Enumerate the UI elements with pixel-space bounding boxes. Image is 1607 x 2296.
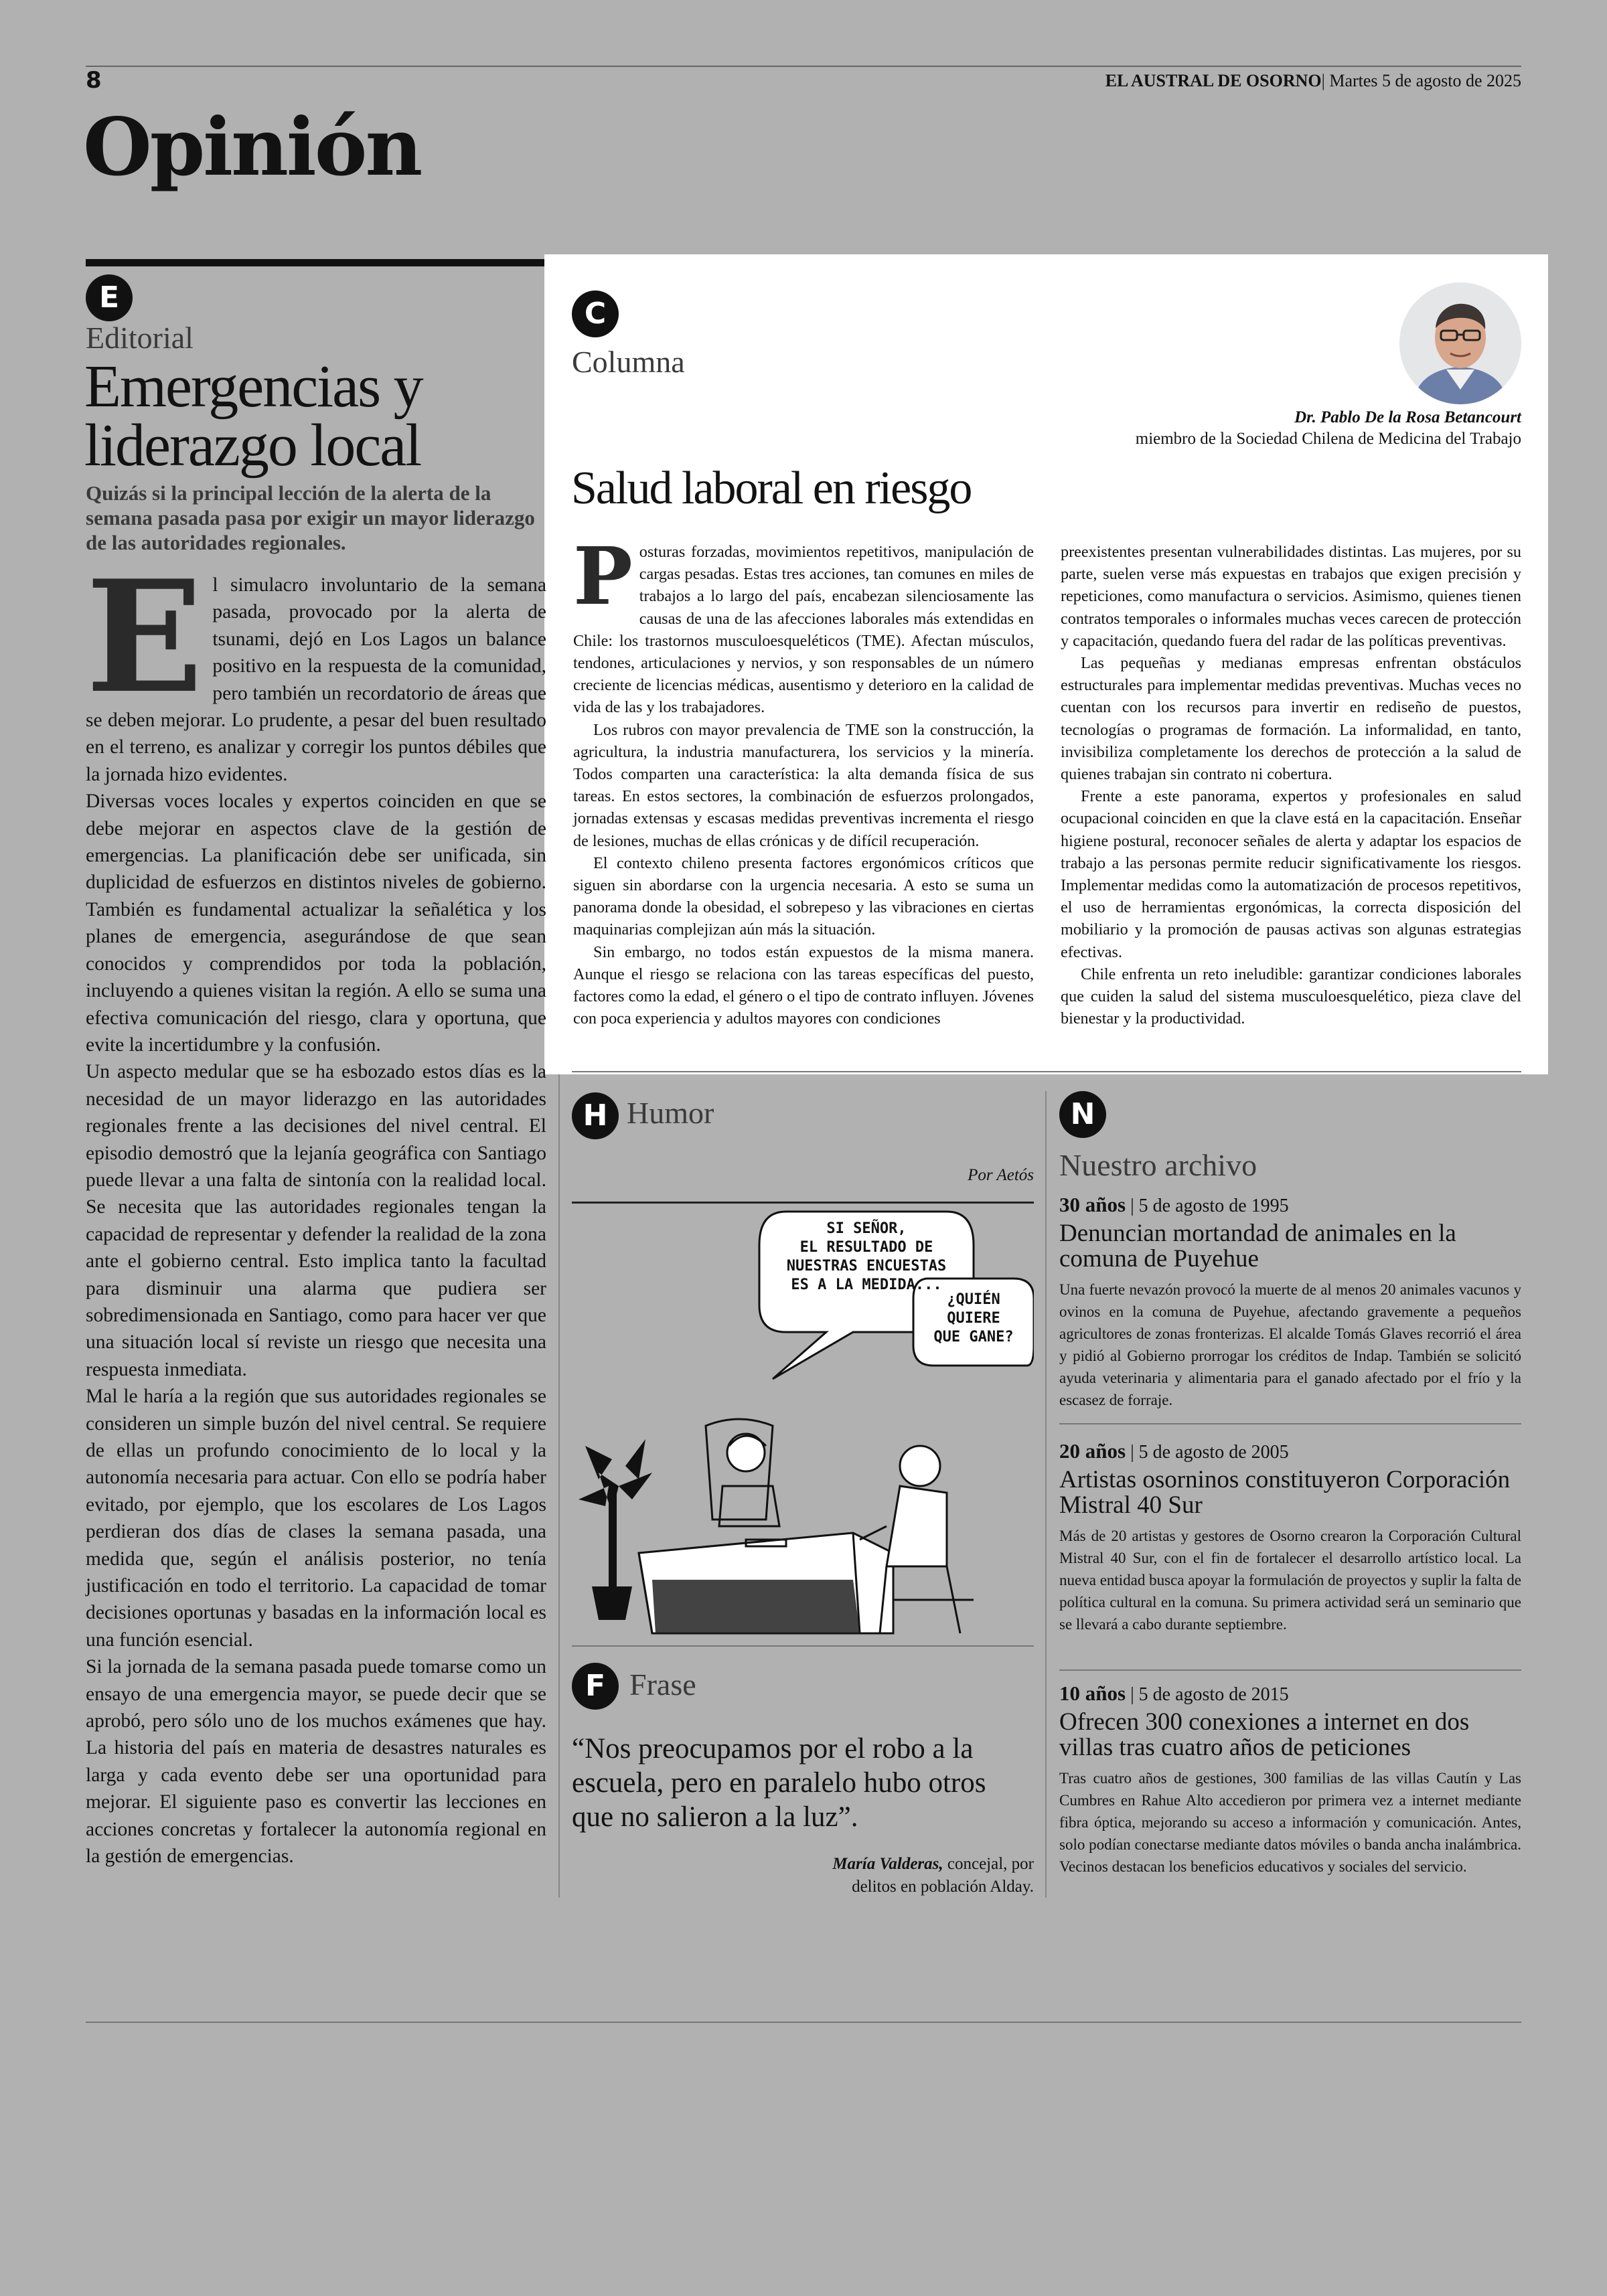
archive-badge: N [1059,1091,1106,1138]
cartoon [572,1205,1034,1640]
editorial-headline-line1: Emergencias y [84,353,423,420]
column-label: Columna [572,345,685,379]
humor-label: Humor [627,1096,714,1130]
archive-item [1059,1682,1521,1878]
archive-divider [1059,1669,1521,1671]
archive-item-headline: Denuncian mortandad de animales en la comuna de Puyehue [1059,1220,1456,1273]
archive-item-date: | 5 de agosto de 1995 [1126,1196,1289,1216]
editorial-headline-line2: liderazgo local [84,412,421,479]
editorial-paragraph: Si la jornada de la semana pasada puede tomarse como un ensayo de una emergencia mayor, se puede decir que se aprobó, pero sólo uno de los muchos exámenes que hay. La historia del país en materia de desastres naturales es larga y cada evento debe ser una oportunidad para mejorar. El siguiente paso es convertir las lecciones en acciones concretas y fortalecer la autonomía regional en la gestión de emergencias. [86,1656,546,1868]
editorial-paragraph: Un aspecto medular que se ha esbozado estos días es la necesidad de un mayor liderazgo en las autoridades regionales frente a las decisiones del nivel central. El episodio demostró que la lejanía geográfica con Santiago puede llevar a una falta de sintonía con la realidad local. Se necesita que las autoridades regionales tengan la capacidad de representar y defender la realidad de la zona ante el gobierno central. Esto implica tanto la facultad para disminuir una alarma que pudiera ser sobredimensionada en Santiago, como para hacer ver que una situación local sí reviste un riesgo que necesita una respuesta inmediata. [86,1061,546,1380]
editorial-badge: E [86,274,133,321]
archive-item-meta [1059,1682,1521,1706]
phrase-attribution [790,1853,1034,1898]
column-headline: Salud laboral en riesgo [571,463,972,514]
phrase-speaker: María Valderas, [832,1855,943,1873]
column-badge: C [572,291,619,337]
author-role: miembro de la Sociedad Chilena de Medicina del Trabajo [1135,430,1521,448]
section-title: Opinión [83,100,421,193]
editorial-headline [84,353,546,479]
phrase-label: Frase [629,1667,696,1702]
column-paragraph: Chile enfrenta un reto ineludible: garantizar condiciones laborales que cuiden la salud del sistema musculoesquelético, pieza clave del bienestar y la productividad. [1061,965,1521,1028]
editorial-paragraph: Mal le haría a la región que sus autoridades regionales se consideren un simple buzón del nivel central. Se requiere de ellas un profundo conocimiento de lo local y la autonomía necesaria para actuar. Con ello se podría haber evitado, por ejemplo, que los escolares de Los Lagos perdieran dos días de clases la semana pasada, una medida que, según el análisis posterior, no tenía justificación en todo el territorio. La capacidad de tomar decisiones oportunas y basadas en la información local es una función esencial. [86,1386,546,1651]
bubble2-line: ¿QUIÉN [947,1291,1000,1308]
editorial-paragraph: l simulacro involuntario de la semana pasada, provocado por la alerta de tsunami, dejó en Los Lagos un balance positivo en la respuesta de la comunidad, pero también un recordatorio de áreas que se deben mejorar. Lo prudente, a pesar del buen resultado en el terreno, es analizar y corregir los puntos débiles que la jornada hizo evidentes. [86,574,546,785]
humor-badge: H [572,1092,619,1139]
phrase-badge: F [572,1663,619,1710]
column-paragraph: Los rubros con mayor prevalencia de TME son la construcción, la agricultura, la industria manufacturera, los servicios y la minería. Todos comparten una característica: la alta demanda física de sus tareas. En estos sectores, la combinación de esfuerzos prolongados, jornadas extensas y escasas medidas preventivas incrementa el riesgo de lesiones, muchas de ellas crónicas y de difícil recuperación. [573,720,1034,850]
archive-item [1059,1439,1521,1635]
editorial-lead: Quizás si la principal lección de la alerta de la semana pasada pasa por exigir un mayor liderazgo de las autoridades regionales. [86,481,535,554]
column-drop-cap: P [573,529,633,623]
bubble1-line: EL RESULTADO DE [799,1239,933,1256]
column-paragraph: osturas forzadas, movimientos repetitivos, manipulación de cargas pesadas. Estas tres acciones, tan comunes en miles de trabajos a lo largo del país, encabezan silenciosamente las causas de una de las afecciones laborales más extendidas en Chile: los trastornos musculoesqueléticos (TME). Afectan músculos, tendones, articulaciones y nervios, y son responsables de un número creciente de licencias médicas, ausentismo y deterioro en la calidad de vida de las y los trabajadores. [573,543,1034,717]
issue-date: | Martes 5 de agosto de 2025 [1321,71,1521,90]
header-top-rule [86,66,1521,67]
column-body-col1 [573,529,1034,1030]
archive-item-years: 20 años [1059,1439,1126,1463]
humor-top-rule [572,1202,1034,1204]
masthead: EL AUSTRAL DE OSORNO [1105,71,1322,90]
column-paragraph: Sin embargo, no todos están expuestos de la misma manera. Aunque el riesgo se relaciona con las tareas específicas del puesto, factores como la edad, el género o el tipo de contrato influyen. Jóvenes con poca experiencia y adultos mayores con condiciones [573,942,1034,1028]
bubble1-line: ES A LA MEDIDA... [791,1277,942,1293]
archive-item-years: 30 años [1059,1193,1126,1216]
masthead-date [1105,71,1521,91]
archive-item-date: | 5 de agosto de 2015 [1126,1684,1289,1705]
archive-label: Nuestro archivo [1059,1148,1257,1182]
bubble1-line: NUESTRAS ENCUESTAS [786,1258,947,1275]
bubble2-line: QUIERE [947,1310,1000,1327]
archive-item-headline: Ofrecen 300 conexiones a internet en dos villas tras cuatro años de peticiones [1059,1708,1470,1761]
column-paragraph: Frente a este panorama, expertos y profesionales en salud ocupacional coinciden en que la clave está en la capacitación. Enseñar higiene postural, reconocer señales de alerta y adaptar los espacios de trabajo a las personas permite reducir significativamente los riesgos. Implementar medidas como la automatización de procesos repetitivos, el uso de herramientas ergonómicas, la correcta disposición del mobiliario y la promoción de pausas activas son algunas estrategias efectivas. [1061,787,1521,961]
divider-archive [1045,1091,1047,1898]
column-body-col2 [1061,541,1521,1030]
archive-item-headline: Artistas osorninos constituyeron Corporación Mistral 40 Sur [1059,1466,1511,1519]
divider-editorial [558,1074,560,1898]
phrase-speaker-desc: concejal, por delitos en población Alday. [852,1855,1034,1896]
author-portrait-icon [1399,282,1521,404]
archive-item-meta [1059,1193,1521,1217]
archive-item-years: 10 años [1059,1682,1126,1705]
cartoon-bubble-1 [766,1220,967,1295]
footer-rule [86,2022,1521,2023]
archive-item-text: Una fuerte nevazón provocó la muerte de al menos 20 animales vacunos y ovinos en la comuna de Puyehue, afectando gravemente a pequeños agricultores de zonas fronterizas. El alcalde Tomás Glaves recorrió el área y pidió al Gobierno prorrogar los créditos de Indap. También se solicitó ayuda veterinaria y alimentaria para el ganado afectado por el frío y la escasez de forraje. [1059,1281,1521,1408]
column-paragraph: Las pequeñas y medianas empresas enfrentan obstáculos estructurales para implementar medidas preventivas. Muchas veces no cuentan con los recursos para invertir en rediseño de puestos, tecnologías o programas de formación. La informalidad, en tanto, invisibiliza completamente los derechos de protección a la salud de quienes trabajan sin contrato ni cobertura. [1061,654,1521,784]
archive-item-date: | 5 de agosto de 2005 [1126,1442,1289,1463]
humor-credit: Por Aetós [968,1166,1034,1184]
editorial-drop-cap: E [86,547,204,728]
archive-item-text: Tras cuatro años de gestiones, 300 familias de las villas Cautín y Las Cumbres en Rahue Alto accedieron por primera vez a internet mediante fibra óptica, mejorando su acceso a información y comunicación. Antes, solo podían conectarse mediante datos móviles o banda ancha inalámbrica. Vecinos destacan los beneficios educativos y sociales del servicio. [1059,1770,1521,1875]
author-name: Dr. Pablo De la Rosa Betancourt [1294,408,1521,426]
bubble1-line: SI SEÑOR, [826,1220,907,1237]
bubble2-line: QUE GANE? [933,1329,1014,1345]
editorial-label: Editorial [86,321,194,355]
archive-item-text: Más de 20 artistas y gestores de Osorno crearon la Corporación Cultural Mistral 40 Sur, con el fin de fortalecer el desarrollo artístico local. La nueva entidad busca apoyar la formulación de proyectos y suplir la falta de política cultural en la comuna. Su primera actividad será un seminario que se llevará a cabo durante septiembre. [1059,1528,1521,1633]
column-bottom-rule [572,1071,1521,1072]
editorial-body [86,547,546,1870]
archive-divider [1059,1423,1521,1424]
author-photo [1399,282,1521,404]
editorial-paragraph: Diversas voces locales y expertos coinciden en que se debe mejorar en aspectos clave de la gestión de emergencias. La planificación debe ser unificada, sin duplicidad de esfuerzos en distintos niveles de gobierno. También es fundamental actualizar la señalética y los planes de emergencia, asegurándose de que sean conocidos y comprendidos por toda la población, incluyendo a quienes visitan la región. A ello se suma una efectiva comunicación del riesgo, clara y oportuna, que evite la incertidumbre y la confusión. [86,791,546,1056]
cartoon-bubble-2 [920,1291,1027,1347]
humor-bottom-rule [572,1645,1034,1647]
archive-item-meta [1059,1439,1521,1463]
archive-item [1059,1193,1521,1411]
page-number: 8 [86,67,102,94]
phrase-quote: “Nos preocupamos por el robo a la escuela, pero en paralelo hubo otros que no salieron a la luz”. [572,1733,986,1833]
column-paragraph: El contexto chileno presenta factores ergonómicos críticos que siguen sin abordarse con la urgencia necesaria. A esto se suma un panorama donde la obesidad, el sobrepeso y las vibraciones en ciertas maquinarias complejizan aún más la situación. [573,853,1034,939]
column-paragraph: preexistentes presentan vulnerabilidades distintas. Las mujeres, por su parte, suelen verse más expuestas en trabajos que exigen precisión y repeticiones, como manufactura o servicios. Asimismo, quienes tienen contratos temporales o informales muchas veces carecen de protección y capacitación, quedando fuera del radar de las políticas preventivas. [1061,543,1521,650]
